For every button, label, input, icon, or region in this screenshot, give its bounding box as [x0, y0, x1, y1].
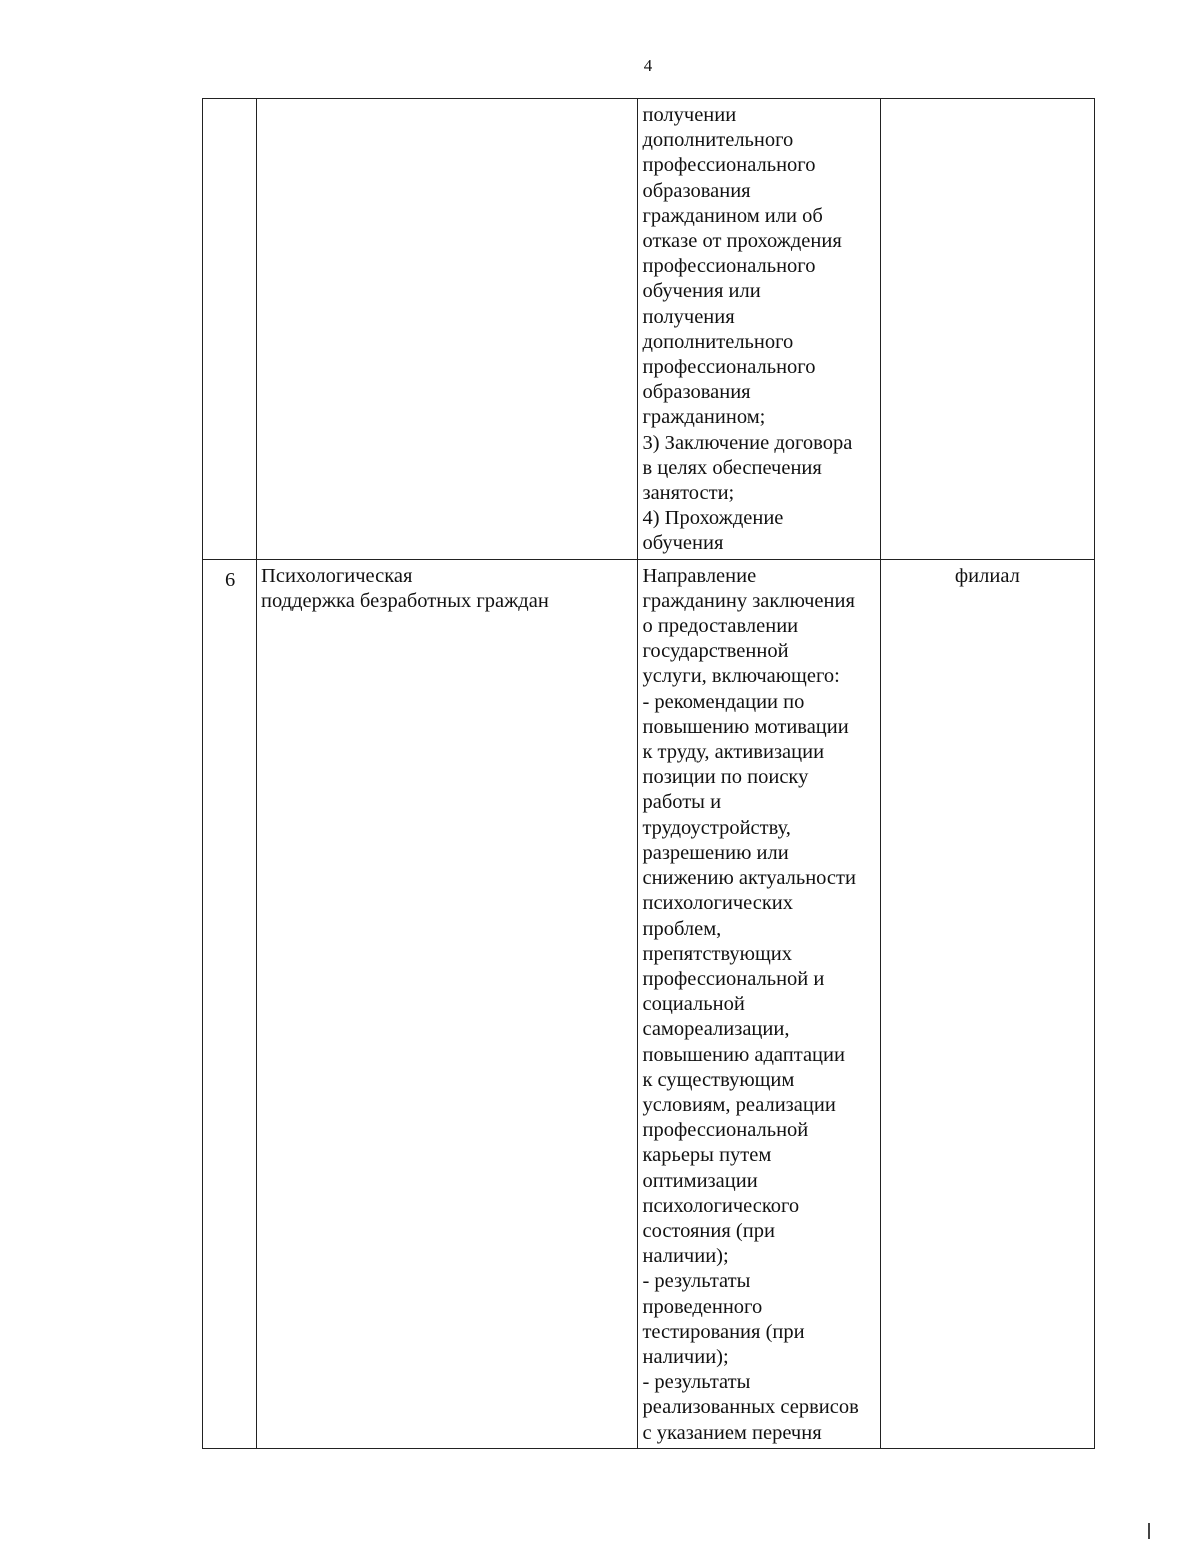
service-result: получении дополнительного профессионального образования гражданином или об отказе от прохождения профессионального обучения или получения дополнительного профессионального образования гражданином; 3) Заключение договора в целях обеспечения занятости; 4) Прохождение обучения	[642, 104, 853, 555]
executor	[881, 99, 1094, 105]
executor-cell	[880, 99, 1094, 560]
page-number: 4	[643, 56, 653, 75]
row-number-cell	[203, 559, 257, 1448]
services-table	[202, 98, 1095, 1449]
row-number	[203, 99, 256, 107]
service-name-cell	[257, 99, 638, 560]
executor-cell	[880, 559, 1094, 1448]
table-row	[203, 99, 1095, 560]
service-result: Направление гражданину заключения о предоставлении государственной услуги, включающего: - рекомендации по повышению мотивации к труду, активизации позиции по поиску работы и трудоустройству, разрешению или снижению актуальности психологических проблем, препятствующих профессиональной и социальной самореализации, повышению адаптации к существующим условиям, реализации профессиональной карьеры путем оптимизации психологического состояния (при наличии); - результаты проведенного тестирования (при наличии); - результаты реализованных сервисов с указанием перечня	[642, 564, 859, 1444]
table-row	[203, 559, 1095, 1448]
row-number-cell	[203, 99, 257, 560]
scan-artifact	[1148, 1523, 1150, 1539]
service-name-cell	[257, 559, 638, 1448]
service-name: Психологическая поддержка безработных граждан	[261, 564, 549, 612]
row-number: 6	[225, 568, 236, 591]
service-result-cell	[638, 99, 880, 560]
executor: филиал	[954, 564, 1020, 587]
service-name	[257, 99, 637, 105]
service-result-cell	[638, 559, 880, 1448]
